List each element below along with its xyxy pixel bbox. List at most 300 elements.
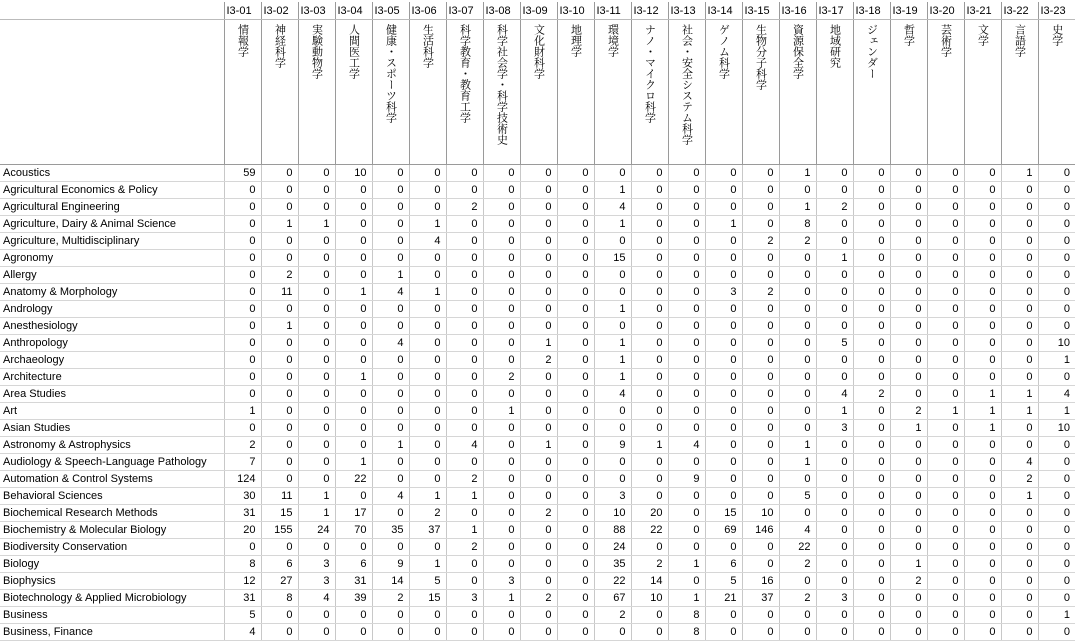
table-cell[interactable]: 0 <box>705 607 742 624</box>
table-cell[interactable]: 0 <box>779 369 816 386</box>
table-cell[interactable]: 1 <box>372 437 409 454</box>
table-cell[interactable]: 0 <box>557 505 594 522</box>
table-cell[interactable]: 0 <box>261 437 298 454</box>
table-cell[interactable]: 0 <box>1001 420 1038 437</box>
table-cell[interactable]: 0 <box>890 624 927 641</box>
table-cell[interactable]: 2 <box>520 505 557 522</box>
column-name-cell[interactable] <box>927 20 964 165</box>
table-cell[interactable]: 0 <box>557 318 594 335</box>
table-cell[interactable]: 0 <box>557 199 594 216</box>
table-cell[interactable]: 0 <box>409 607 446 624</box>
table-cell[interactable]: 0 <box>594 267 631 284</box>
table-cell[interactable]: 0 <box>853 352 890 369</box>
table-cell[interactable]: 0 <box>927 369 964 386</box>
table-cell[interactable]: 8 <box>668 607 705 624</box>
table-cell[interactable]: 0 <box>631 471 668 488</box>
table-cell[interactable]: 15 <box>594 250 631 267</box>
table-cell[interactable]: 0 <box>742 556 779 573</box>
table-cell[interactable]: 0 <box>853 267 890 284</box>
table-cell[interactable]: 11 <box>261 488 298 505</box>
table-cell[interactable]: 0 <box>557 386 594 403</box>
table-cell[interactable]: 0 <box>261 250 298 267</box>
table-cell[interactable]: 0 <box>890 250 927 267</box>
table-cell[interactable]: 1 <box>409 488 446 505</box>
table-cell[interactable]: 0 <box>335 335 372 352</box>
table-cell[interactable]: 0 <box>668 250 705 267</box>
table-cell[interactable]: 0 <box>853 233 890 250</box>
table-cell[interactable]: 0 <box>853 539 890 556</box>
table-cell[interactable]: 0 <box>631 284 668 301</box>
table-cell[interactable]: 0 <box>298 301 335 318</box>
table-cell[interactable]: 0 <box>520 267 557 284</box>
table-cell[interactable]: 0 <box>261 352 298 369</box>
table-cell[interactable]: 0 <box>631 216 668 233</box>
table-cell[interactable]: 0 <box>372 233 409 250</box>
table-cell[interactable]: 12 <box>224 573 261 590</box>
table-cell[interactable]: 0 <box>1001 624 1038 641</box>
table-cell[interactable]: 0 <box>1038 199 1075 216</box>
table-cell[interactable]: 20 <box>631 505 668 522</box>
table-cell[interactable]: 0 <box>1001 318 1038 335</box>
table-cell[interactable]: 0 <box>483 216 520 233</box>
table-cell[interactable]: 1 <box>927 403 964 420</box>
row-label[interactable]: Astronomy & Astrophysics <box>0 437 224 454</box>
table-cell[interactable]: 0 <box>520 284 557 301</box>
column-name-cell[interactable] <box>816 20 853 165</box>
table-cell[interactable]: 0 <box>816 522 853 539</box>
column-name-cell[interactable] <box>261 20 298 165</box>
table-cell[interactable]: 0 <box>520 216 557 233</box>
table-cell[interactable]: 0 <box>853 165 890 182</box>
table-cell[interactable]: 0 <box>1038 318 1075 335</box>
table-cell[interactable]: 0 <box>409 471 446 488</box>
table-cell[interactable]: 1 <box>1001 488 1038 505</box>
table-cell[interactable]: 0 <box>1001 250 1038 267</box>
table-cell[interactable]: 0 <box>261 420 298 437</box>
table-cell[interactable]: 0 <box>372 539 409 556</box>
table-cell[interactable]: 0 <box>372 216 409 233</box>
table-cell[interactable]: 8 <box>668 624 705 641</box>
table-cell[interactable]: 0 <box>927 471 964 488</box>
table-cell[interactable]: 1 <box>335 369 372 386</box>
table-cell[interactable]: 0 <box>520 199 557 216</box>
table-cell[interactable]: 2 <box>446 471 483 488</box>
table-cell[interactable]: 0 <box>409 352 446 369</box>
table-cell[interactable]: 0 <box>705 199 742 216</box>
table-cell[interactable]: 0 <box>1001 233 1038 250</box>
table-cell[interactable]: 0 <box>927 182 964 199</box>
table-cell[interactable]: 0 <box>298 539 335 556</box>
table-cell[interactable]: 2 <box>890 573 927 590</box>
table-cell[interactable]: 0 <box>631 488 668 505</box>
row-label[interactable]: Architecture <box>0 369 224 386</box>
table-cell[interactable]: 0 <box>298 607 335 624</box>
table-cell[interactable]: 0 <box>816 607 853 624</box>
table-cell[interactable]: 67 <box>594 590 631 607</box>
table-cell[interactable]: 0 <box>705 437 742 454</box>
table-cell[interactable]: 4 <box>409 233 446 250</box>
row-label[interactable]: Anesthesiology <box>0 318 224 335</box>
table-cell[interactable]: 0 <box>1001 590 1038 607</box>
table-cell[interactable]: 0 <box>557 607 594 624</box>
table-cell[interactable]: 0 <box>409 267 446 284</box>
row-label[interactable]: Biophysics <box>0 573 224 590</box>
table-cell[interactable]: 2 <box>779 233 816 250</box>
table-cell[interactable]: 0 <box>890 505 927 522</box>
table-cell[interactable]: 0 <box>705 539 742 556</box>
table-cell[interactable]: 1 <box>1001 165 1038 182</box>
table-cell[interactable]: 0 <box>1038 539 1075 556</box>
table-cell[interactable]: 0 <box>779 301 816 318</box>
table-cell[interactable]: 15 <box>705 505 742 522</box>
table-cell[interactable]: 0 <box>964 437 1001 454</box>
table-cell[interactable]: 10 <box>335 165 372 182</box>
table-cell[interactable]: 0 <box>742 250 779 267</box>
table-cell[interactable]: 0 <box>742 267 779 284</box>
table-cell[interactable]: 0 <box>853 420 890 437</box>
table-cell[interactable]: 0 <box>1038 556 1075 573</box>
table-cell[interactable]: 0 <box>816 505 853 522</box>
table-cell[interactable]: 35 <box>594 556 631 573</box>
table-cell[interactable]: 0 <box>261 539 298 556</box>
table-cell[interactable]: 11 <box>261 284 298 301</box>
table-cell[interactable]: 0 <box>446 165 483 182</box>
table-cell[interactable]: 2 <box>261 267 298 284</box>
table-cell[interactable]: 0 <box>742 386 779 403</box>
table-cell[interactable]: 0 <box>927 284 964 301</box>
table-cell[interactable]: 0 <box>446 556 483 573</box>
table-cell[interactable]: 1 <box>1001 403 1038 420</box>
table-cell[interactable]: 0 <box>520 573 557 590</box>
column-name-cell[interactable] <box>409 20 446 165</box>
table-cell[interactable]: 0 <box>816 182 853 199</box>
table-cell[interactable]: 0 <box>927 352 964 369</box>
table-cell[interactable]: 0 <box>520 386 557 403</box>
column-code[interactable]: I3-15 <box>742 2 779 20</box>
column-name-cell[interactable] <box>742 20 779 165</box>
row-label[interactable]: Anthropology <box>0 335 224 352</box>
row-label[interactable]: Agricultural Engineering <box>0 199 224 216</box>
table-cell[interactable]: 0 <box>964 454 1001 471</box>
row-label[interactable]: Acoustics <box>0 165 224 182</box>
table-cell[interactable]: 0 <box>520 624 557 641</box>
table-cell[interactable]: 0 <box>668 488 705 505</box>
row-label[interactable]: Business, Finance <box>0 624 224 641</box>
table-cell[interactable]: 0 <box>335 301 372 318</box>
column-name-cell[interactable] <box>224 20 261 165</box>
table-cell[interactable]: 1 <box>705 216 742 233</box>
table-cell[interactable]: 5 <box>224 607 261 624</box>
table-cell[interactable]: 1 <box>594 301 631 318</box>
table-cell[interactable]: 0 <box>927 437 964 454</box>
table-cell[interactable]: 0 <box>594 318 631 335</box>
table-cell[interactable]: 4 <box>594 199 631 216</box>
column-name-cell[interactable] <box>853 20 890 165</box>
table-cell[interactable]: 0 <box>298 369 335 386</box>
table-cell[interactable]: 1 <box>335 284 372 301</box>
table-cell[interactable]: 0 <box>705 267 742 284</box>
table-cell[interactable]: 0 <box>890 386 927 403</box>
table-cell[interactable]: 0 <box>742 335 779 352</box>
table-cell[interactable]: 0 <box>372 505 409 522</box>
table-cell[interactable]: 39 <box>335 590 372 607</box>
table-cell[interactable]: 1 <box>594 182 631 199</box>
table-cell[interactable]: 0 <box>1038 250 1075 267</box>
table-cell[interactable]: 0 <box>816 471 853 488</box>
column-code[interactable]: I3-17 <box>816 2 853 20</box>
table-cell[interactable]: 0 <box>557 556 594 573</box>
table-cell[interactable]: 0 <box>927 505 964 522</box>
table-cell[interactable]: 1 <box>779 437 816 454</box>
table-cell[interactable]: 0 <box>372 165 409 182</box>
table-cell[interactable]: 0 <box>446 284 483 301</box>
table-cell[interactable]: 0 <box>927 573 964 590</box>
table-cell[interactable]: 2 <box>409 505 446 522</box>
table-cell[interactable]: 0 <box>742 216 779 233</box>
table-cell[interactable]: 0 <box>483 454 520 471</box>
table-cell[interactable]: 0 <box>446 454 483 471</box>
table-cell[interactable]: 0 <box>594 454 631 471</box>
table-cell[interactable]: 0 <box>446 216 483 233</box>
table-cell[interactable]: 0 <box>1038 505 1075 522</box>
table-cell[interactable]: 0 <box>446 369 483 386</box>
table-cell[interactable]: 3 <box>483 573 520 590</box>
table-cell[interactable]: 0 <box>335 182 372 199</box>
table-cell[interactable]: 0 <box>298 199 335 216</box>
table-cell[interactable]: 0 <box>742 437 779 454</box>
table-cell[interactable]: 0 <box>1001 352 1038 369</box>
table-cell[interactable]: 1 <box>446 488 483 505</box>
table-cell[interactable]: 0 <box>335 199 372 216</box>
table-cell[interactable]: 0 <box>631 267 668 284</box>
table-cell[interactable]: 0 <box>779 267 816 284</box>
table-cell[interactable]: 2 <box>520 352 557 369</box>
table-cell[interactable]: 0 <box>631 352 668 369</box>
table-cell[interactable]: 0 <box>520 301 557 318</box>
table-cell[interactable]: 0 <box>1038 488 1075 505</box>
table-cell[interactable]: 0 <box>594 165 631 182</box>
table-cell[interactable]: 3 <box>298 556 335 573</box>
table-cell[interactable]: 0 <box>964 607 1001 624</box>
table-cell[interactable]: 1 <box>816 403 853 420</box>
table-cell[interactable]: 24 <box>594 539 631 556</box>
table-cell[interactable]: 1 <box>483 590 520 607</box>
table-cell[interactable]: 1 <box>1038 352 1075 369</box>
table-cell[interactable]: 0 <box>742 471 779 488</box>
table-cell[interactable]: 0 <box>483 182 520 199</box>
column-code[interactable]: I3-23 <box>1038 2 1075 20</box>
table-cell[interactable]: 0 <box>890 454 927 471</box>
table-cell[interactable]: 0 <box>261 182 298 199</box>
table-cell[interactable]: 0 <box>927 233 964 250</box>
column-name-cell[interactable] <box>668 20 705 165</box>
table-cell[interactable]: 0 <box>446 182 483 199</box>
table-cell[interactable]: 1 <box>964 420 1001 437</box>
table-cell[interactable]: 0 <box>853 182 890 199</box>
table-cell[interactable]: 0 <box>483 386 520 403</box>
column-name-cell[interactable] <box>631 20 668 165</box>
table-cell[interactable]: 2 <box>853 386 890 403</box>
table-cell[interactable]: 0 <box>964 624 1001 641</box>
table-cell[interactable]: 0 <box>890 216 927 233</box>
column-name-cell[interactable] <box>446 20 483 165</box>
table-cell[interactable]: 0 <box>224 233 261 250</box>
table-cell[interactable]: 0 <box>372 624 409 641</box>
table-cell[interactable]: 0 <box>483 607 520 624</box>
table-cell[interactable]: 20 <box>224 522 261 539</box>
table-cell[interactable]: 0 <box>631 454 668 471</box>
table-cell[interactable]: 0 <box>520 454 557 471</box>
table-cell[interactable]: 0 <box>520 165 557 182</box>
table-cell[interactable]: 0 <box>261 386 298 403</box>
table-cell[interactable]: 0 <box>372 369 409 386</box>
table-cell[interactable]: 0 <box>1038 573 1075 590</box>
table-cell[interactable]: 0 <box>409 386 446 403</box>
table-cell[interactable]: 2 <box>1001 471 1038 488</box>
table-cell[interactable]: 0 <box>853 590 890 607</box>
table-cell[interactable]: 1 <box>520 437 557 454</box>
table-cell[interactable]: 0 <box>446 301 483 318</box>
table-cell[interactable]: 0 <box>1038 165 1075 182</box>
table-cell[interactable]: 0 <box>520 250 557 267</box>
table-cell[interactable]: 4 <box>1001 454 1038 471</box>
table-cell[interactable]: 0 <box>631 182 668 199</box>
table-cell[interactable]: 0 <box>298 403 335 420</box>
table-cell[interactable]: 0 <box>520 318 557 335</box>
table-cell[interactable]: 0 <box>483 284 520 301</box>
table-cell[interactable]: 0 <box>520 369 557 386</box>
table-cell[interactable]: 0 <box>335 233 372 250</box>
table-cell[interactable]: 0 <box>742 318 779 335</box>
column-code[interactable]: I3-11 <box>594 2 631 20</box>
table-cell[interactable]: 0 <box>557 352 594 369</box>
table-cell[interactable]: 0 <box>261 403 298 420</box>
table-cell[interactable]: 0 <box>964 216 1001 233</box>
table-cell[interactable]: 0 <box>446 505 483 522</box>
table-cell[interactable]: 0 <box>1038 233 1075 250</box>
table-cell[interactable]: 10 <box>1038 420 1075 437</box>
table-cell[interactable]: 0 <box>335 488 372 505</box>
table-cell[interactable]: 59 <box>224 165 261 182</box>
table-cell[interactable]: 0 <box>409 335 446 352</box>
table-cell[interactable]: 0 <box>1001 267 1038 284</box>
table-cell[interactable]: 0 <box>964 352 1001 369</box>
table-cell[interactable]: 0 <box>964 369 1001 386</box>
table-cell[interactable]: 0 <box>853 369 890 386</box>
table-cell[interactable]: 0 <box>1038 284 1075 301</box>
table-cell[interactable]: 0 <box>668 539 705 556</box>
column-name-cell[interactable] <box>705 20 742 165</box>
table-cell[interactable]: 0 <box>335 318 372 335</box>
table-cell[interactable]: 0 <box>816 165 853 182</box>
row-label[interactable]: Art <box>0 403 224 420</box>
row-label[interactable]: Asian Studies <box>0 420 224 437</box>
table-cell[interactable]: 0 <box>1038 182 1075 199</box>
table-cell[interactable]: 0 <box>779 624 816 641</box>
column-name-cell[interactable] <box>335 20 372 165</box>
table-cell[interactable]: 1 <box>668 590 705 607</box>
table-cell[interactable]: 0 <box>705 301 742 318</box>
table-cell[interactable]: 0 <box>964 284 1001 301</box>
table-cell[interactable]: 0 <box>742 369 779 386</box>
table-cell[interactable]: 0 <box>298 182 335 199</box>
table-cell[interactable]: 0 <box>1038 369 1075 386</box>
table-cell[interactable]: 0 <box>298 437 335 454</box>
table-cell[interactable]: 0 <box>890 233 927 250</box>
table-cell[interactable]: 0 <box>298 420 335 437</box>
table-cell[interactable]: 17 <box>335 505 372 522</box>
table-cell[interactable]: 0 <box>520 233 557 250</box>
table-cell[interactable]: 0 <box>964 539 1001 556</box>
table-cell[interactable]: 0 <box>1001 556 1038 573</box>
table-cell[interactable]: 1 <box>372 267 409 284</box>
table-cell[interactable]: 1 <box>779 454 816 471</box>
table-cell[interactable]: 0 <box>927 590 964 607</box>
table-cell[interactable]: 0 <box>1038 216 1075 233</box>
table-cell[interactable]: 0 <box>742 301 779 318</box>
table-cell[interactable]: 0 <box>594 471 631 488</box>
table-cell[interactable]: 0 <box>446 233 483 250</box>
table-cell[interactable]: 0 <box>335 624 372 641</box>
table-cell[interactable]: 0 <box>372 250 409 267</box>
column-name-cell[interactable] <box>483 20 520 165</box>
table-cell[interactable]: 0 <box>224 369 261 386</box>
table-cell[interactable]: 0 <box>483 318 520 335</box>
table-cell[interactable]: 8 <box>224 556 261 573</box>
table-cell[interactable]: 15 <box>261 505 298 522</box>
table-cell[interactable]: 4 <box>224 624 261 641</box>
table-cell[interactable]: 0 <box>816 233 853 250</box>
table-cell[interactable]: 0 <box>705 182 742 199</box>
table-cell[interactable]: 4 <box>1038 386 1075 403</box>
table-cell[interactable]: 0 <box>668 199 705 216</box>
table-cell[interactable]: 0 <box>853 454 890 471</box>
table-cell[interactable]: 0 <box>1001 301 1038 318</box>
table-cell[interactable]: 0 <box>409 199 446 216</box>
table-cell[interactable]: 0 <box>298 284 335 301</box>
table-cell[interactable]: 0 <box>705 250 742 267</box>
table-cell[interactable]: 30 <box>224 488 261 505</box>
table-cell[interactable]: 0 <box>853 250 890 267</box>
table-cell[interactable]: 0 <box>631 624 668 641</box>
column-code[interactable]: I3-08 <box>483 2 520 20</box>
table-cell[interactable]: 0 <box>483 165 520 182</box>
table-cell[interactable]: 0 <box>298 471 335 488</box>
row-label[interactable]: Agriculture, Dairy & Animal Science <box>0 216 224 233</box>
table-cell[interactable]: 0 <box>853 301 890 318</box>
column-code[interactable]: I3-03 <box>298 2 335 20</box>
table-cell[interactable]: 0 <box>927 556 964 573</box>
table-cell[interactable]: 0 <box>335 250 372 267</box>
table-cell[interactable]: 0 <box>1038 454 1075 471</box>
table-cell[interactable]: 0 <box>890 352 927 369</box>
table-cell[interactable]: 1 <box>964 386 1001 403</box>
table-cell[interactable]: 0 <box>1001 182 1038 199</box>
table-cell[interactable]: 8 <box>779 216 816 233</box>
table-cell[interactable]: 0 <box>705 386 742 403</box>
table-cell[interactable]: 0 <box>927 607 964 624</box>
table-cell[interactable]: 0 <box>1001 505 1038 522</box>
table-cell[interactable]: 0 <box>927 335 964 352</box>
table-cell[interactable]: 1 <box>483 403 520 420</box>
table-cell[interactable]: 0 <box>446 573 483 590</box>
table-cell[interactable]: 0 <box>890 182 927 199</box>
table-cell[interactable]: 0 <box>557 250 594 267</box>
table-cell[interactable]: 0 <box>964 573 1001 590</box>
table-cell[interactable]: 0 <box>853 624 890 641</box>
table-cell[interactable]: 2 <box>224 437 261 454</box>
table-cell[interactable]: 0 <box>927 165 964 182</box>
